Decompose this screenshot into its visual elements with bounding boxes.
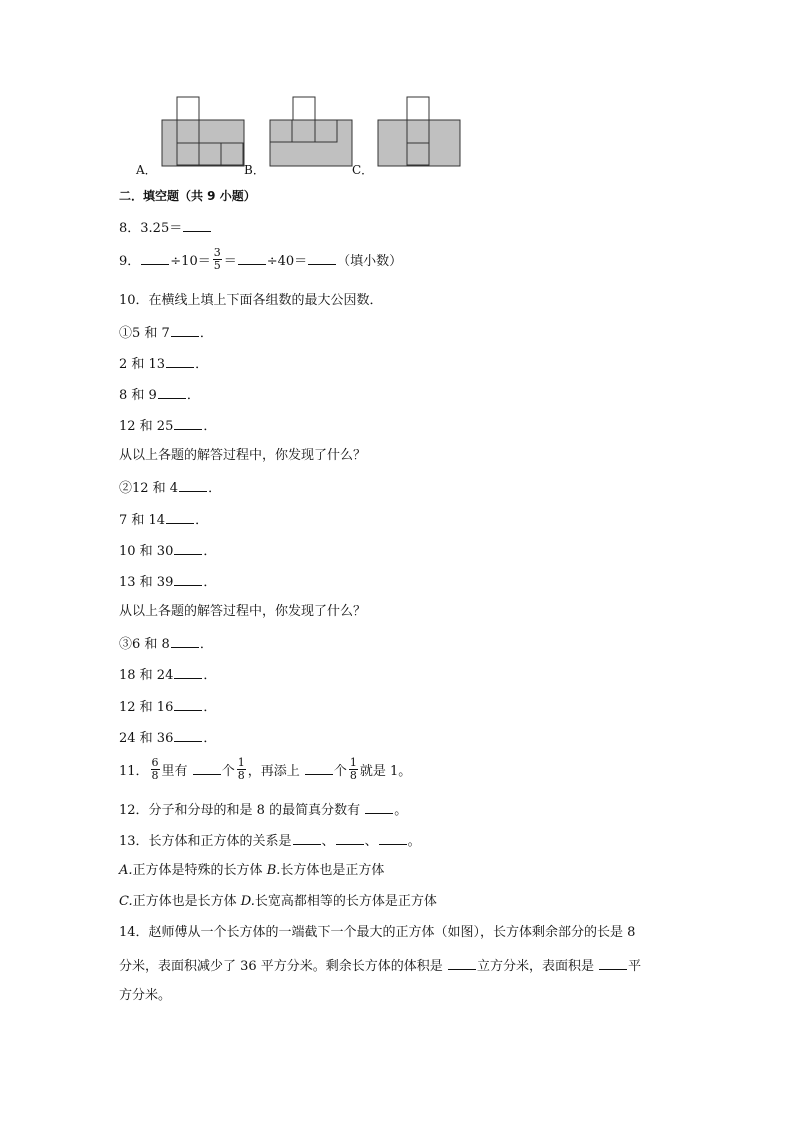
fraction-numerator: 3 bbox=[213, 246, 221, 259]
q10-item-text: 10 和 30 bbox=[119, 544, 174, 559]
figure-c bbox=[378, 97, 460, 166]
answer-blank[interactable] bbox=[174, 698, 202, 711]
option-c-letter: C. bbox=[119, 894, 133, 909]
answer-blank[interactable] bbox=[171, 324, 199, 337]
answer-blank[interactable] bbox=[179, 479, 207, 492]
answer-blank[interactable] bbox=[379, 832, 407, 845]
q10-item bbox=[119, 698, 216, 716]
q12-end: 。 bbox=[394, 803, 408, 818]
answer-blank[interactable] bbox=[174, 417, 202, 430]
q13-options-row-2 bbox=[119, 894, 437, 910]
q14-text-a: 分米，表面积减少了 36 平方分米。剩余长方体的体积是 bbox=[119, 959, 447, 974]
answer-blank[interactable] bbox=[599, 957, 627, 970]
answer-blank[interactable] bbox=[336, 832, 364, 845]
q10-discovery-question: 从以上各题的解答过程中，你发现了什么？ bbox=[119, 448, 367, 463]
option-b-letter: B. bbox=[266, 863, 281, 878]
q10-item-text: 24 和 36 bbox=[119, 731, 174, 746]
fraction-denominator: 5 bbox=[213, 259, 221, 272]
q13-options-row-1 bbox=[119, 863, 384, 879]
figure-a bbox=[162, 97, 244, 166]
option-a-label: A． bbox=[136, 163, 157, 177]
q10-item bbox=[119, 666, 216, 684]
period: ． bbox=[203, 419, 217, 434]
q11-fraction-3 bbox=[349, 757, 358, 782]
option-d-letter: D. bbox=[240, 894, 255, 909]
answer-blank[interactable] bbox=[171, 635, 199, 648]
q10-item bbox=[119, 479, 221, 497]
option-c-text: 正方体也是长方体 bbox=[132, 894, 237, 909]
answer-blank[interactable] bbox=[193, 762, 221, 775]
q13-end: 。 bbox=[407, 834, 421, 849]
fraction-numerator: 1 bbox=[349, 756, 357, 769]
fraction-numerator: 6 bbox=[151, 756, 159, 769]
answer-blank[interactable] bbox=[308, 252, 336, 265]
q12-text: 12．分子和分母的和是 8 的最简真分数有 bbox=[119, 803, 365, 818]
q11-text-2: 个 bbox=[221, 764, 235, 779]
q10-item bbox=[119, 542, 216, 560]
question-9 bbox=[119, 246, 403, 275]
q8-text: 8．3.25＝ bbox=[119, 221, 183, 236]
question-11 bbox=[119, 758, 411, 786]
section-title: 二．填空题（共 9 小题） bbox=[119, 189, 256, 203]
q10-item-text: ②12 和 4 bbox=[119, 481, 179, 496]
option-figures bbox=[130, 92, 470, 180]
q10-item-text: 13 和 39 bbox=[119, 575, 174, 590]
q13-text: 13．长方体和正方体的关系是 bbox=[119, 834, 292, 849]
q10-item bbox=[119, 511, 208, 529]
q10-item-text: ①5 和 7 bbox=[119, 326, 170, 341]
q10-item bbox=[119, 417, 216, 435]
answer-blank[interactable] bbox=[174, 729, 202, 742]
period: ． bbox=[195, 513, 209, 528]
q9-div40: ÷40＝ bbox=[266, 254, 308, 269]
period: ． bbox=[203, 544, 217, 559]
q11-fraction-1 bbox=[151, 757, 160, 782]
answer-blank[interactable] bbox=[448, 957, 476, 970]
separator: 、 bbox=[364, 834, 378, 849]
question-14-line-1: 14．赵师傅从一个长方体的一端截下一个最大的正方体（如图），长方体剩余部分的长是 8 bbox=[119, 925, 636, 940]
question-13 bbox=[119, 832, 421, 850]
q11-text-5: 就是 1。 bbox=[359, 764, 412, 779]
q11-fraction-2 bbox=[237, 757, 246, 782]
q9-number: 9． bbox=[119, 254, 141, 269]
answer-blank[interactable] bbox=[365, 801, 393, 814]
question-14-line-3: 方分米。 bbox=[119, 988, 172, 1003]
answer-blank[interactable] bbox=[305, 762, 333, 775]
question-14-line-2 bbox=[119, 957, 641, 975]
q10-item-text: 8 和 9 bbox=[119, 388, 157, 403]
answer-blank[interactable] bbox=[238, 252, 266, 265]
q10-item bbox=[119, 573, 216, 591]
q10-item bbox=[119, 729, 216, 747]
question-10-title: 10．在横线上填上下面各组数的最大公因数． bbox=[119, 293, 383, 308]
fraction-denominator: 8 bbox=[237, 769, 245, 782]
period: ． bbox=[199, 326, 213, 341]
q10-item-text: 2 和 13 bbox=[119, 357, 166, 372]
q10-item bbox=[119, 324, 213, 342]
q9-div10: ÷10＝ bbox=[170, 254, 211, 269]
option-b-text: 长方体也是正方体 bbox=[280, 863, 385, 878]
q10-item-text: ③6 和 8 bbox=[119, 637, 170, 652]
q10-discovery-question: 从以上各题的解答过程中，你发现了什么？ bbox=[119, 604, 367, 619]
q14-text-c: 平 bbox=[628, 959, 642, 974]
period: ． bbox=[203, 668, 217, 683]
q11-number: 11． bbox=[119, 764, 149, 779]
q11-text-1: 里有 bbox=[161, 764, 192, 779]
q10-item bbox=[119, 355, 208, 373]
q10-item-text: 7 和 14 bbox=[119, 513, 166, 528]
period: ． bbox=[203, 700, 217, 715]
answer-blank[interactable] bbox=[158, 386, 186, 399]
period: ． bbox=[199, 637, 213, 652]
option-d-text: 长宽高都相等的长方体是正方体 bbox=[254, 894, 437, 909]
separator: 、 bbox=[321, 834, 335, 849]
q11-text-3: ，再添上 bbox=[247, 764, 304, 779]
question-8 bbox=[119, 219, 212, 237]
q11-text-4: 个 bbox=[333, 764, 347, 779]
option-b-label: B． bbox=[244, 163, 265, 177]
answer-blank[interactable] bbox=[174, 542, 202, 555]
fraction-denominator: 8 bbox=[151, 769, 159, 782]
q10-item bbox=[119, 386, 200, 404]
q10-item-text: 12 和 16 bbox=[119, 700, 174, 715]
q9-equals: ＝ bbox=[223, 254, 237, 269]
period: ． bbox=[208, 481, 222, 496]
q9-tail: （填小数） bbox=[337, 254, 403, 269]
period: ． bbox=[195, 357, 209, 372]
figure-b bbox=[270, 97, 352, 166]
period: ． bbox=[186, 388, 200, 403]
fraction-denominator: 8 bbox=[349, 769, 357, 782]
q14-text-b: 立方分米，表面积是 bbox=[476, 959, 599, 974]
question-12 bbox=[119, 801, 407, 819]
answer-blank[interactable] bbox=[174, 666, 202, 679]
period: ． bbox=[203, 575, 217, 590]
q10-item bbox=[119, 635, 213, 653]
option-a-text: 正方体是特殊的长方体 bbox=[132, 863, 263, 878]
answer-blank[interactable] bbox=[174, 573, 202, 586]
q10-item-text: 12 和 25 bbox=[119, 419, 174, 434]
fraction-numerator: 1 bbox=[237, 756, 245, 769]
option-c-label: C． bbox=[352, 163, 374, 177]
answer-blank[interactable] bbox=[293, 832, 321, 845]
q10-item-text: 18 和 24 bbox=[119, 668, 174, 683]
answer-blank[interactable] bbox=[166, 355, 194, 368]
answer-blank[interactable] bbox=[166, 511, 194, 524]
period: ． bbox=[203, 731, 217, 746]
q9-fraction bbox=[213, 247, 222, 272]
answer-blank[interactable] bbox=[183, 219, 211, 232]
answer-blank[interactable] bbox=[141, 252, 169, 265]
option-a-letter: A. bbox=[119, 863, 133, 878]
